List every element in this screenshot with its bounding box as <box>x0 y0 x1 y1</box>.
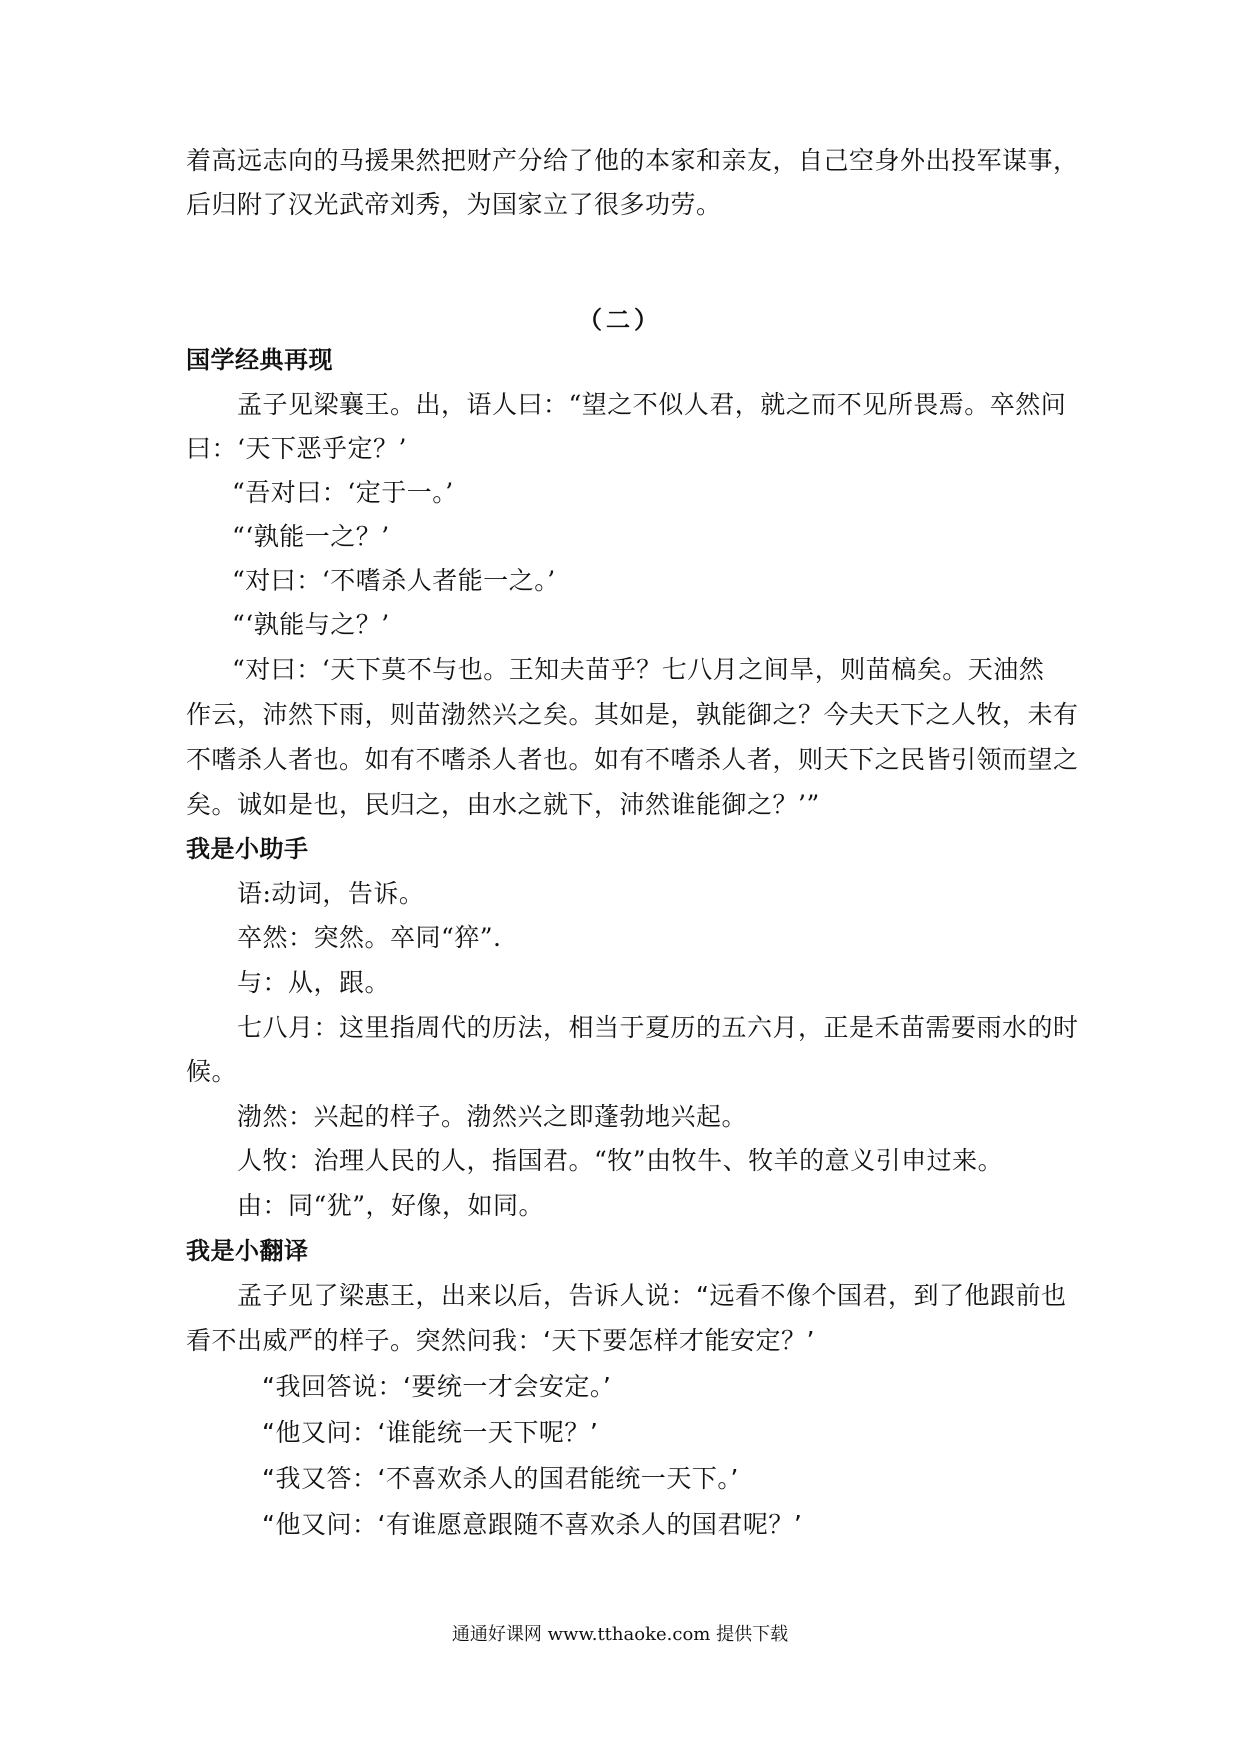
helper-line: 候。 <box>186 1057 238 1086</box>
translation-heading: 我是小翻译 <box>186 1237 309 1265</box>
classic-line: 矣。诚如是也，民归之，由水之就下，沛然谁能御之？’” <box>186 790 820 819</box>
translation-line: 孟子见了梁惠王，出来以后，告诉人说：“远看不像个国君，到了他跟前也 <box>237 1281 1067 1310</box>
classic-line: “对曰：‘天下莫不与也。王知夫苗乎？七八月之间旱，则苗槁矣。天油然 <box>232 655 1045 684</box>
helper-line: 渤然：兴起的样子。渤然兴之即蓬勃地兴起。 <box>237 1102 748 1131</box>
page-footer: 通通好课网 www.tthaoke.com 提供下载 <box>451 1624 789 1645</box>
classic-line: “吾对曰：‘定于一。’ <box>232 478 454 507</box>
helper-line: 七八月：这里指周代的历法，相当于夏历的五六月，正是禾苗需要雨水的时 <box>237 1013 1079 1042</box>
translation-line: “我回答说：‘要统一才会安定。’ <box>262 1372 612 1401</box>
helper-line: 与：从，跟。 <box>237 968 391 997</box>
intro-line-1: 着高远志向的马援果然把财产分给了他的本家和亲友，自己空身外出投军谋事， <box>186 146 1079 175</box>
translation-line: 看不出威严的样子。突然问我：‘天下要怎样才能安定？’ <box>186 1326 815 1355</box>
section-title: （二） <box>578 306 662 334</box>
classic-line: “‘孰能一之？’ <box>232 522 390 551</box>
classic-line: 曰：‘天下恶乎定？’ <box>186 434 407 463</box>
intro-line-2: 后归附了汉光武帝刘秀，为国家立了很多功劳。 <box>186 190 722 219</box>
classic-heading: 国学经典再现 <box>186 346 333 374</box>
classic-line: 作云，沛然下雨，则苗渤然兴之矣。其如是，孰能御之？今夫天下之人牧，未有 <box>186 700 1079 729</box>
classic-line: 孟子见梁襄王。出，语人曰：“望之不似人君，就之而不见所畏焉。卒然问 <box>237 390 1067 419</box>
translation-line: “我又答：‘不喜欢杀人的国君能统一天下。’ <box>262 1464 739 1493</box>
helper-line: 语:动词，告诉。 <box>237 879 425 908</box>
classic-line: 不嗜杀人者也。如有不嗜杀人者也。如有不嗜杀人者，则天下之民皆引领而望之 <box>186 745 1079 774</box>
translation-line: “他又问：‘有谁愿意跟随不喜欢杀人的国君呢？’ <box>262 1510 803 1539</box>
translation-line: “他又问：‘谁能统一天下呢？’ <box>262 1418 599 1447</box>
helper-line: 人牧：治理人民的人，指国君。“牧”由牧牛、牧羊的意义引申过来。 <box>237 1146 1004 1175</box>
classic-line: “‘孰能与之？’ <box>232 610 390 639</box>
helper-line: 由：同“犹”，好像，如同。 <box>237 1191 545 1220</box>
classic-line: “对曰：‘不嗜杀人者能一之。’ <box>232 566 556 595</box>
helper-heading: 我是小助手 <box>186 835 309 863</box>
helper-line: 卒然：突然。卒同“猝”. <box>237 923 502 952</box>
